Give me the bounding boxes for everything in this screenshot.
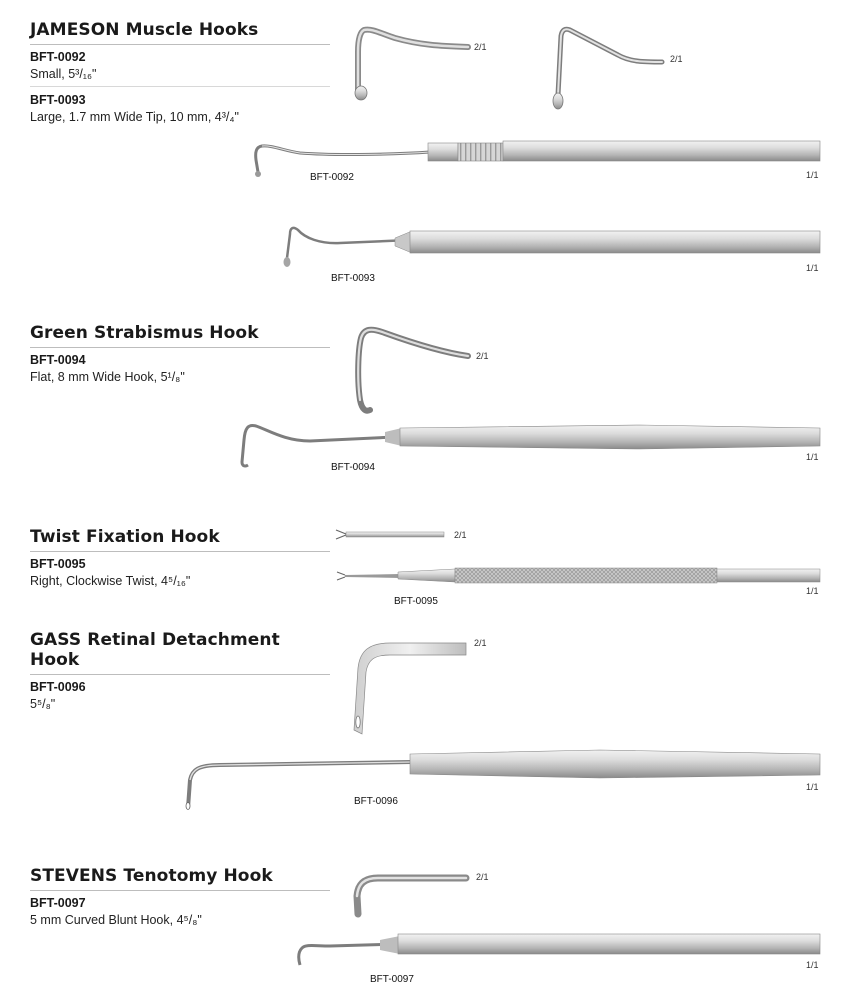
section-title: Twist Fixation Hook bbox=[30, 527, 330, 552]
product-code: BFT-0093 bbox=[30, 93, 86, 107]
product-code: BFT-0092 bbox=[30, 50, 86, 64]
scale-label: 1/1 bbox=[806, 170, 819, 180]
scale-label: 1/1 bbox=[806, 263, 819, 273]
twist-fixation-detail bbox=[336, 530, 444, 539]
instrument-label: BFT-0096 bbox=[354, 796, 398, 807]
scale-label: 1/1 bbox=[806, 586, 819, 596]
instrument-bft-0097 bbox=[299, 934, 820, 965]
product-description: 5⁵/₈" bbox=[30, 697, 56, 711]
instrument-label: BFT-0095 bbox=[394, 596, 438, 607]
stevens-tenotomy-detail bbox=[357, 878, 466, 914]
section-title: GASS Retinal Detachment Hook bbox=[30, 630, 330, 675]
jameson-small-detail bbox=[355, 30, 468, 100]
product-description: Large, 1.7 mm Wide Tip, 10 mm, 4³/₄" bbox=[30, 110, 239, 124]
scale-label: 2/1 bbox=[474, 638, 487, 648]
product-code: BFT-0095 bbox=[30, 557, 86, 571]
section-title: JAMESON Muscle Hooks bbox=[30, 20, 330, 45]
instrument-bft-0096 bbox=[186, 750, 820, 810]
instrument-label: BFT-0092 bbox=[310, 172, 354, 183]
instrument-bft-0093 bbox=[284, 228, 821, 267]
scale-label: 1/1 bbox=[806, 782, 819, 792]
product-description: 5 mm Curved Blunt Hook, 4⁵/₈" bbox=[30, 913, 202, 927]
scale-label: 2/1 bbox=[476, 351, 489, 361]
instrument-label: BFT-0093 bbox=[331, 273, 375, 284]
green-strabismus-detail bbox=[358, 330, 468, 411]
gass-retinal-detail bbox=[354, 643, 466, 734]
instrument-bft-0095 bbox=[337, 568, 820, 583]
product-description: Small, 5³/₁₆" bbox=[30, 67, 97, 81]
scale-label: 2/1 bbox=[474, 42, 487, 52]
scale-label: 2/1 bbox=[476, 872, 489, 882]
jameson-large-detail bbox=[553, 29, 662, 109]
scale-label: 1/1 bbox=[806, 452, 819, 462]
section-title: STEVENS Tenotomy Hook bbox=[30, 866, 330, 891]
scale-label: 2/1 bbox=[454, 530, 467, 540]
product-code: BFT-0094 bbox=[30, 353, 86, 367]
instrument-bft-0094 bbox=[242, 425, 820, 466]
instrument-label: BFT-0097 bbox=[370, 974, 414, 985]
section-title: Green Strabismus Hook bbox=[30, 323, 330, 348]
product-code: BFT-0096 bbox=[30, 680, 86, 694]
product-description: Right, Clockwise Twist, 4⁵/₁₆" bbox=[30, 574, 191, 588]
product-code: BFT-0097 bbox=[30, 896, 86, 910]
scale-label: 2/1 bbox=[670, 54, 683, 64]
product-description: Flat, 8 mm Wide Hook, 5¹/₈" bbox=[30, 370, 185, 384]
scale-label: 1/1 bbox=[806, 960, 819, 970]
instrument-label: BFT-0094 bbox=[331, 462, 375, 473]
